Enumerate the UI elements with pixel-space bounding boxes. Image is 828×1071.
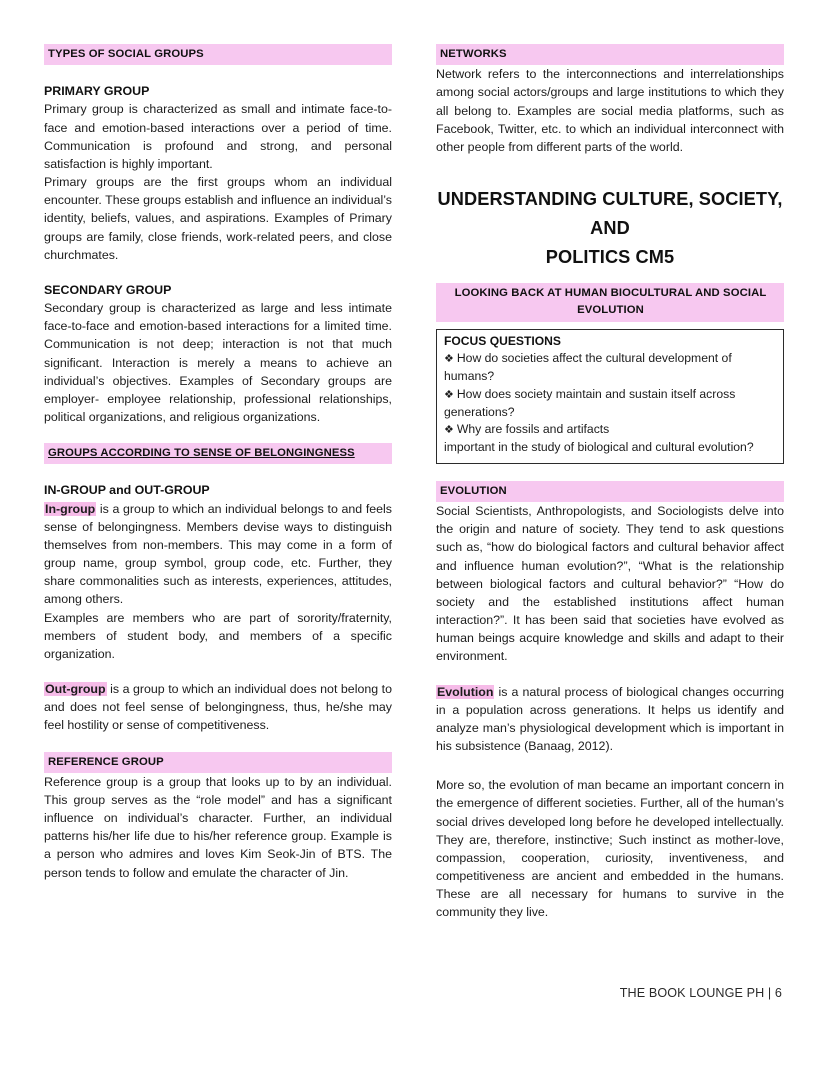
focus-question-item (444, 421, 777, 439)
two-column-layout (44, 44, 784, 922)
document-title (436, 185, 784, 271)
paragraph-out-group-text: is a group to which an individual does not belong to and does not feel sense of belongingness, thus, he/she may feel hostility or sense of competitiveness. (44, 682, 392, 733)
document-title-line-2: POLITICS CM5 (545, 246, 675, 267)
highlighted-term-out-group: Out-group (45, 682, 106, 697)
focus-questions-box (436, 329, 784, 464)
spacer (436, 173, 784, 185)
focus-question-text: How does society maintain and sustain itself across generations? (444, 386, 736, 419)
section-banner-looking-back (436, 283, 784, 321)
section-banner-looking-back-line-1: LOOKING BACK AT HUMAN BIOCULTURAL AND SOCIAL (454, 287, 767, 300)
spacer (436, 271, 784, 283)
section-banner-groups-according-to-sense-of-belongingness: GROUPS ACCORDING TO SENSE OF BELONGINGNESS (44, 443, 392, 464)
highlighted-term-in-group: In-group (45, 501, 96, 516)
spacer (44, 426, 392, 443)
section-banner-looking-back-line-2: EVOLUTION (577, 304, 644, 317)
heading-secondary-group: SECONDARY GROUP (44, 282, 172, 297)
section-banner-networks: NETWORKS (436, 44, 784, 65)
focus-questions-title: FOCUS QUESTIONS (444, 333, 561, 348)
focus-question-item (444, 386, 777, 422)
diamond-bullet-icon: ❖ (444, 352, 454, 365)
diamond-bullet-icon: ❖ (444, 388, 454, 401)
paragraph-evolution-definition-text: is a natural process of biological changes occurring in a population across generations. It helps us identify and analyze man’s physiological development which is important in his subsistence (Banaag, 2012). (436, 684, 784, 754)
section-banner-reference-group: REFERENCE GROUP (44, 752, 392, 773)
diamond-bullet-icon: ❖ (444, 424, 454, 437)
focus-question-text: Why are fossils and artifacts (456, 422, 610, 437)
document-title-line-1: UNDERSTANDING CULTURE, SOCIETY, AND (437, 189, 783, 238)
focus-question-item (444, 350, 777, 386)
spacer (436, 322, 784, 329)
section-banner-types-of-social-groups: TYPES OF SOCIAL GROUPS (44, 44, 392, 65)
spacer (44, 264, 392, 281)
paragraph-in-group (44, 500, 392, 609)
paragraph-evolution-1: Social Scientists, Anthropologists, and Sociologists delve into the origin and nature of society. They tend to ask questions such as, “how do biological factors and cultural behavior affect and influence human evolution?”, “What is the relationship between biological factors and cultural behavior?” “How do society and the established institutions affect human interaction?”. It has been said that societies have evolved as human beings acquire knowledge and skills and adapt to their environment. (436, 504, 784, 664)
spacer (44, 65, 392, 82)
paragraph-primary-group-1: Primary group is characterized as small and intimate face-to-face and emotion-based interactions over a period of time. Communication is profound and strong, and personal satisfaction is highly important. (44, 102, 392, 171)
focus-question-trailing-line: important in the study of biological and cultural evolution? (444, 440, 754, 455)
spacer (436, 666, 784, 683)
paragraph-out-group (44, 680, 392, 735)
paragraph-networks: Network refers to the interconnections and interrelationships among social actors/groups and large institutions to which they all belong to. Examples are social media platforms, such as Facebook, Twitter, etc. to which an individual interconnect with other people from different parts of the world. (436, 67, 784, 154)
page-footer: THE BOOK LOUNGE PH | 6 (619, 986, 782, 1000)
heading-in-group-and-out-group: IN-GROUP and OUT-GROUP (44, 483, 210, 498)
highlighted-term-evolution: Evolution (437, 684, 494, 699)
paragraph-evolution-more-so: More so, the evolution of man became an important concern in the emergence of different societies. Further, all of the human’s social drives developed long before he developed intellectually. They are, therefore, instinctive; Such instinct as mother-love, compassion, cooperation, curiosity, inventiveness, and competitiveness are ancient and embedded in the humans. These are all necessary for humans to survive in the community they live. (436, 778, 784, 920)
paragraph-reference-group: Reference group is a group that looks up to by an individual. This group serves as the “role model” and has a significant influence on individual’s character. Further, an individual patterns his/her life due to his/her reference group. Example is a person who admires and loves Kim Seok-Jin of BTS. The person tends to follow and emulate the character of Jin. (44, 774, 392, 880)
paragraph-evolution-definition (436, 683, 784, 756)
right-column (436, 44, 784, 922)
spacer (44, 464, 392, 481)
focus-question-text: How do societies affect the cultural development of humans? (444, 350, 732, 383)
paragraph-in-group-text: is a group to which an individual belongs to and feels sense of belongingness. Members devise ways to distinguish themselves from non-members. This may come in a form of group name, group symbol, group code, etc. Further, they share commonalities such as interests, experiences, attitudes, among others. (44, 501, 392, 607)
paragraph-secondary-group: Secondary group is characterized as large and less intimate face-to-face and emotion-based interactions for a limited time. Communication is not deep; interaction is not that much significant. Interaction is merely a means to achieve an individual’s objectives. Examples of Secondary groups are employer- employee relationship, professional relationships, political organizations, and religious organizations. (44, 301, 392, 425)
left-column (44, 44, 392, 922)
spacer (44, 735, 392, 752)
spacer (436, 755, 784, 772)
spacer (436, 464, 784, 481)
section-banner-evolution: EVOLUTION (436, 481, 784, 502)
heading-primary-group: PRIMARY GROUP (44, 84, 150, 99)
spacer (436, 156, 784, 173)
paragraph-in-group-examples: Examples are members who are part of sorority/fraternity, members of student body, and members of a specific organization. (44, 610, 392, 661)
paragraph-primary-group-2: Primary groups are the first groups whom an individual encounter. These groups establish and influence an individual’s identity, beliefs, values, and aspirations. Examples of Primary groups are family, close friends, work-related peers, and close churchmates. (44, 175, 392, 262)
spacer (44, 663, 392, 680)
